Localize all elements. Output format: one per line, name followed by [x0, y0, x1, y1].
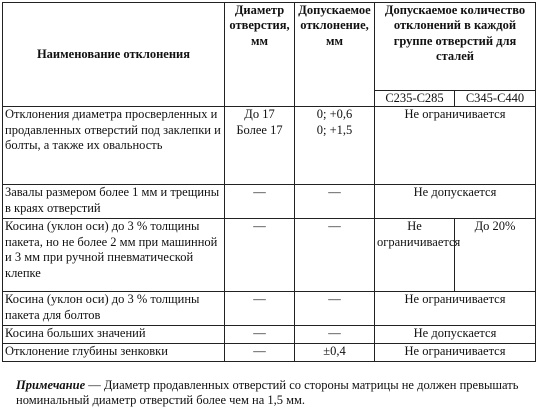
- row-allowed: —: [295, 185, 375, 219]
- row-diameter-line: До 17: [244, 107, 275, 122]
- tolerance-table: [2, 2, 536, 362]
- row-count-steel-a: Не ограничивается: [375, 219, 455, 292]
- header-row: [3, 3, 536, 91]
- row-count: Не допускается: [375, 326, 536, 344]
- header-diameter: Диаметр отверстия, мм: [225, 3, 295, 107]
- footnote: [16, 378, 536, 409]
- row-allowed-line: 0; +1,5: [316, 122, 353, 137]
- row-allowed: —: [295, 326, 375, 344]
- footnote-label: Примечание: [16, 378, 86, 392]
- header-allowed: Допускаемое отклонение, мм: [295, 3, 375, 107]
- row-count: Не ограничивается: [375, 107, 536, 185]
- row-diameter-line: Более 17: [236, 122, 283, 137]
- row-allowed: ±0,4: [295, 344, 375, 362]
- table-row: [3, 185, 536, 219]
- table-row: [3, 219, 536, 292]
- row-diameter: —: [225, 185, 295, 219]
- header-steel-a: С235-С285: [375, 91, 455, 107]
- row-diameter: —: [225, 292, 295, 326]
- row-name: Отклонения диаметра просверленных и продавленных отверстий под заклепки и болты, а также их овальность: [3, 107, 225, 185]
- footnote-text: — Диаметр продавленных отверстий со стороны матрицы не должен превышать номинальный диаметр отверстий более чем на 1,5 мм.: [16, 378, 519, 408]
- row-name: Завалы размером более 1 мм и трещины в краях отверстий: [3, 185, 225, 219]
- row-count-steel-b: До 20%: [455, 219, 536, 292]
- row-diameter: —: [225, 344, 295, 362]
- row-count: Не ограничивается: [375, 292, 536, 326]
- table-row: [3, 326, 536, 344]
- row-diameter: [225, 107, 295, 185]
- row-name: Косина больших значений: [3, 326, 225, 344]
- row-name: Отклонение глубины зенковки: [3, 344, 225, 362]
- table-row: [3, 344, 536, 362]
- table-row: [3, 107, 536, 185]
- row-allowed-line: 0; +0,6: [316, 107, 353, 122]
- row-diameter: —: [225, 326, 295, 344]
- row-allowed: —: [295, 219, 375, 292]
- row-allowed: [295, 107, 375, 185]
- header-count: Допускаемое количество отклонений в каждой группе отверстий для сталей: [375, 3, 536, 91]
- row-diameter: —: [225, 219, 295, 292]
- row-count: Не ограничивается: [375, 344, 536, 362]
- row-name: Косина (уклон оси) до 3 % толщины пакета для болтов: [3, 292, 225, 326]
- header-steel-b: С345-С440: [455, 91, 536, 107]
- row-name: Косина (уклон оси) до 3 % толщины пакета, но не более 2 мм при машинной и 3 мм при ручной пневматической клепке: [3, 219, 225, 292]
- table-row: [3, 292, 536, 326]
- header-name: Наименование отклонения: [3, 3, 225, 107]
- row-allowed: —: [295, 292, 375, 326]
- row-count: Не допускается: [375, 185, 536, 219]
